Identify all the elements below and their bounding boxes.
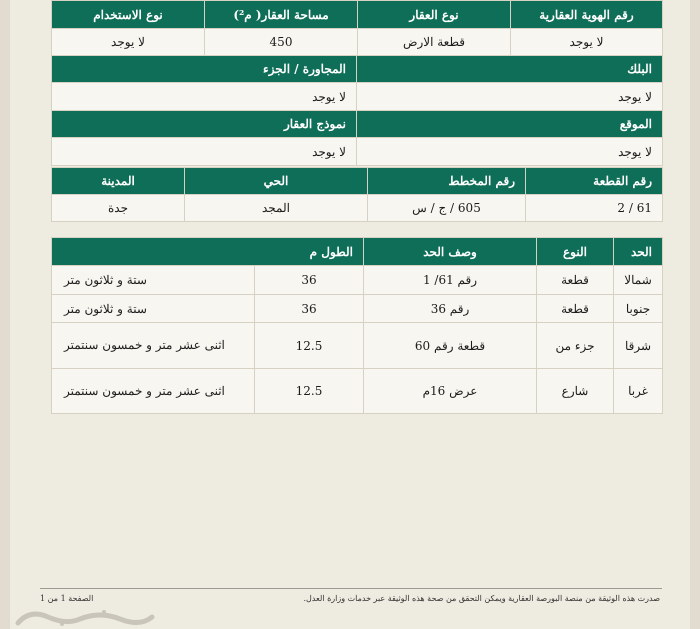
header-usage-type: نوع الاستخدام <box>52 1 205 29</box>
header-property-area: مساحة العقار( م²) <box>205 1 358 29</box>
page-frame-right <box>690 0 700 629</box>
value-plot-number: 61 / 2 <box>526 195 663 222</box>
table-row <box>52 266 663 295</box>
value-property-area: 450 <box>205 29 358 56</box>
value-property-type: قطعة الارض <box>358 29 511 56</box>
header-length: الطول م <box>52 238 364 266</box>
header-property-model: نموذج العقار <box>52 111 357 138</box>
bound-description: عرض 16م <box>364 369 537 414</box>
header-location: الموقع <box>357 111 663 138</box>
page-number: الصفحة 1 من 1 <box>40 594 94 603</box>
value-city: جدة <box>52 195 185 222</box>
value-property-model: لا يوجد <box>52 138 357 166</box>
value-district: المجد <box>185 195 368 222</box>
header-bound-type: النوع <box>537 238 614 266</box>
bound-length: 36 <box>255 266 364 295</box>
table-row <box>52 295 663 323</box>
table-row <box>52 369 663 414</box>
value-usage-type: لا يوجد <box>52 29 205 56</box>
bound-description: قطعة رقم 60 <box>364 323 537 369</box>
bound-side: شمالا <box>614 266 663 295</box>
footer-divider <box>40 588 662 589</box>
bound-type: جزء من <box>537 323 614 369</box>
header-district: الحي <box>185 168 368 195</box>
page-frame-left <box>0 0 10 629</box>
property-info-table <box>51 0 663 56</box>
bound-length-text: ستة و ثلاثون متر <box>52 266 255 295</box>
bound-type: قطعة <box>537 266 614 295</box>
bound-length: 12.5 <box>255 369 364 414</box>
header-plan-number: رقم المخطط <box>368 168 526 195</box>
header-neighborhood-part: المجاورة / الجزء <box>52 56 357 83</box>
haraj-watermark-logo <box>0 606 170 629</box>
bound-side: غربا <box>614 369 663 414</box>
bound-description: رقم 61/ 1 <box>364 266 537 295</box>
value-plan-number: 605 / ج / س <box>368 195 526 222</box>
value-property-id: لا يوجد <box>511 29 663 56</box>
bound-side: شرقا <box>614 323 663 369</box>
bound-type: قطعة <box>537 295 614 323</box>
bound-length-text: ستة و ثلاثون متر <box>52 295 255 323</box>
value-block: لا يوجد <box>357 83 663 111</box>
bound-side: جنوبا <box>614 295 663 323</box>
bound-description: رقم 36 <box>364 295 537 323</box>
bound-type: شارع <box>537 369 614 414</box>
value-location: لا يوجد <box>357 138 663 166</box>
bound-length-text: اثنى عشر متر و خمسون سنتمتر <box>52 369 255 414</box>
value-neighborhood-part: لا يوجد <box>52 83 357 111</box>
bound-length: 12.5 <box>255 323 364 369</box>
bound-length: 36 <box>255 295 364 323</box>
plot-table <box>51 167 663 222</box>
footer-note: صدرت هذه الوثيقة من منصة البورصة العقارية ويمكن التحقق من صحة هذه الوثيقة عبر خدمات وزارة العدل. <box>303 594 660 603</box>
header-city: المدينة <box>52 168 185 195</box>
table-row <box>52 323 663 369</box>
header-plot-number: رقم القطعة <box>526 168 663 195</box>
watermark-icon <box>10 607 160 629</box>
header-property-type: نوع العقار <box>358 1 511 29</box>
bounds-table <box>51 237 663 414</box>
header-bound-side: الحد <box>614 238 663 266</box>
header-property-id: رقم الهوية العقارية <box>511 1 663 29</box>
bound-length-text: اثنى عشر متر و خمسون سنتمتر <box>52 323 255 369</box>
header-block: البلك <box>357 56 663 83</box>
location-table <box>51 55 663 166</box>
header-bound-description: وصف الحد <box>364 238 537 266</box>
